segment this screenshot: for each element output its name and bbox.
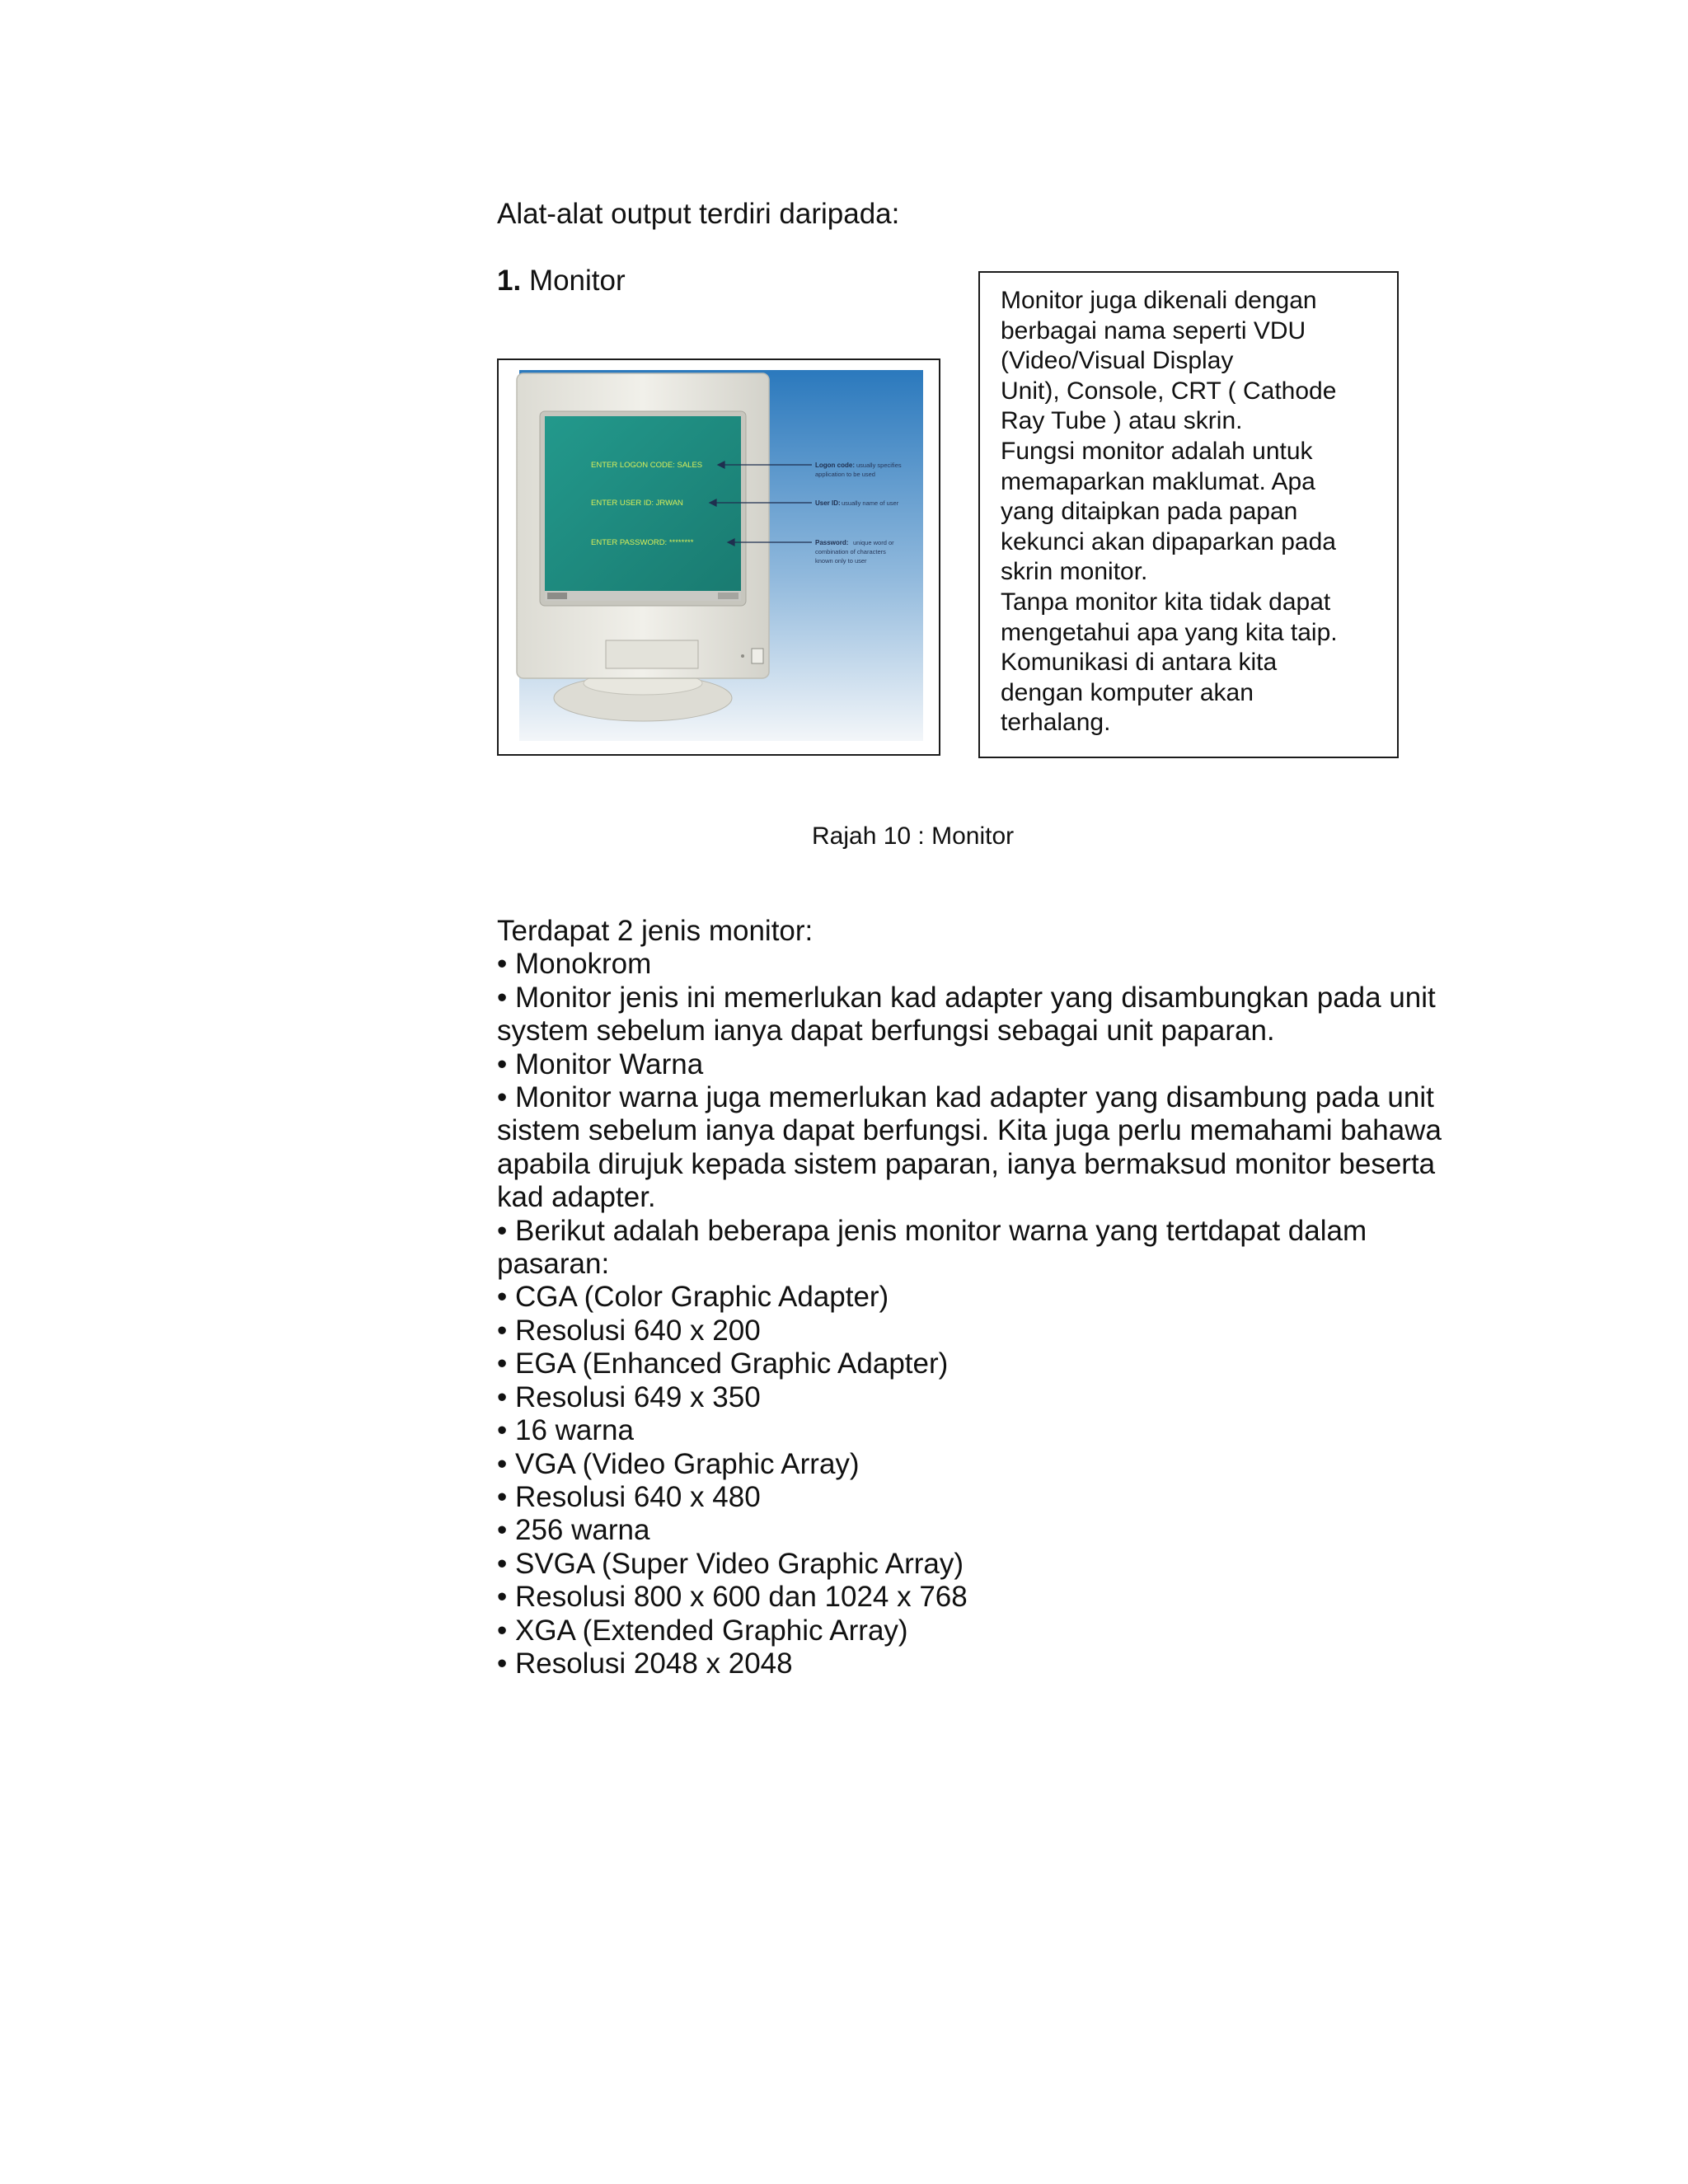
- body-line: apabila dirujuk kepada sistem paparan, ianya bermaksud monitor beserta: [497, 1147, 1436, 1180]
- body-line: • Resolusi 2048 x 2048: [497, 1647, 793, 1680]
- body-line: system sebelum ianya dapat berfungsi sebagai unit paparan.: [497, 1015, 1275, 1047]
- monitor-figure: [497, 359, 940, 756]
- body-line: • Monitor jenis ini memerlukan kad adapter yang disambungkan pada unit: [497, 981, 1436, 1014]
- callout-password-desc-1: unique word or: [853, 539, 894, 546]
- sidebar-line: Tanpa monitor kita tidak dapat: [1001, 588, 1331, 616]
- sidebar-line: skrin monitor.: [1001, 558, 1148, 586]
- sidebar-line: dengan komputer akan: [1001, 678, 1254, 706]
- sidebar-line: yang ditaipkan pada papan: [1001, 498, 1298, 526]
- sidebar-line: terhalang.: [1001, 709, 1111, 737]
- body-line: pasaran:: [497, 1248, 610, 1281]
- sidebar-line: Monitor juga dikenali dengan: [1001, 287, 1317, 314]
- body-line: • 16 warna: [497, 1414, 634, 1447]
- sidebar-line: memaparkan maklumat. Apa: [1001, 467, 1315, 495]
- callout-logon-desc-1: usually specifies: [856, 462, 902, 469]
- body-line: • Resolusi 649 x 350: [497, 1380, 761, 1413]
- callout-logon-title: Logon code:: [815, 462, 855, 469]
- intro-heading: Alat-alat output terdiri daripada:: [497, 198, 900, 230]
- taskbar-tray: [718, 593, 738, 599]
- power-button: [752, 649, 763, 663]
- body-line: • Monitor Warna: [497, 1047, 704, 1080]
- callout-password-desc-3: known only to user: [815, 557, 867, 565]
- monitor-description-box: [978, 271, 1399, 758]
- body-line: • Monokrom: [497, 948, 652, 981]
- body-line: • XGA (Extended Graphic Array): [497, 1614, 908, 1647]
- section-number: 1.: [497, 265, 522, 297]
- body-line: • 256 warna: [497, 1514, 650, 1547]
- body-line: sistem sebelum ianya dapat berfungsi. Kita juga perlu memahami bahawa: [497, 1114, 1442, 1147]
- callout-userid-desc-1: usually name of user: [842, 499, 899, 507]
- screen-line-userid: ENTER USER ID: JRWAN: [591, 499, 683, 508]
- body-line: • CGA (Color Graphic Adapter): [497, 1281, 889, 1314]
- monitor-types-list: [497, 915, 1461, 1680]
- screen-line-password: ENTER PASSWORD: ********: [591, 538, 694, 547]
- body-line: • EGA (Enhanced Graphic Adapter): [497, 1347, 949, 1380]
- callout-password-desc-2: combination of characters: [815, 548, 886, 555]
- body-line: • Resolusi 640 x 200: [497, 1314, 761, 1347]
- taskbar: [545, 591, 741, 601]
- start-button: [547, 593, 567, 599]
- monitor-illustration: [499, 360, 940, 756]
- sidebar-line: Fungsi monitor adalah untuk: [1001, 437, 1313, 465]
- callout-logon-desc-2: application to be used: [815, 471, 875, 478]
- body-line: • Monitor warna juga memerlukan kad adapter yang disambung pada unit: [497, 1081, 1434, 1114]
- power-led: [741, 654, 744, 658]
- body-line: • Resolusi 800 x 600 dan 1024 x 768: [497, 1581, 968, 1614]
- sidebar-line: Komunikasi di antara kita: [1001, 649, 1278, 677]
- section-heading: [497, 265, 626, 298]
- body-line: Terdapat 2 jenis monitor:: [497, 915, 814, 947]
- callout-userid-title: User ID:: [815, 499, 841, 507]
- body-line: • Berikut adalah beberapa jenis monitor warna yang tertdapat dalam: [497, 1214, 1367, 1247]
- sidebar-line: mengetahui apa yang kita taip.: [1001, 618, 1338, 646]
- sidebar-line: Unit), Console, CRT ( Cathode: [1001, 377, 1337, 405]
- sidebar-line: (Video/Visual Display: [1001, 347, 1234, 375]
- section-title: Monitor: [528, 265, 626, 297]
- front-panel-slot: [606, 640, 698, 668]
- callout-password-title: Password:: [815, 539, 849, 546]
- body-line: • VGA (Video Graphic Array): [497, 1447, 860, 1480]
- sidebar-line: kekunci akan dipaparkan pada: [1001, 527, 1336, 555]
- figure-caption: Rajah 10 : Monitor: [812, 823, 1015, 850]
- body-line: • SVGA (Super Video Graphic Array): [497, 1547, 964, 1580]
- body-line: • Resolusi 640 x 480: [497, 1480, 761, 1513]
- monitor-screen: [545, 416, 741, 601]
- sidebar-line: Ray Tube ) atau skrin.: [1001, 407, 1243, 435]
- body-line: kad adapter.: [497, 1181, 656, 1214]
- sidebar-line: berbagai nama seperti VDU: [1001, 316, 1306, 344]
- screen-line-logon: ENTER LOGON CODE: SALES: [591, 461, 703, 470]
